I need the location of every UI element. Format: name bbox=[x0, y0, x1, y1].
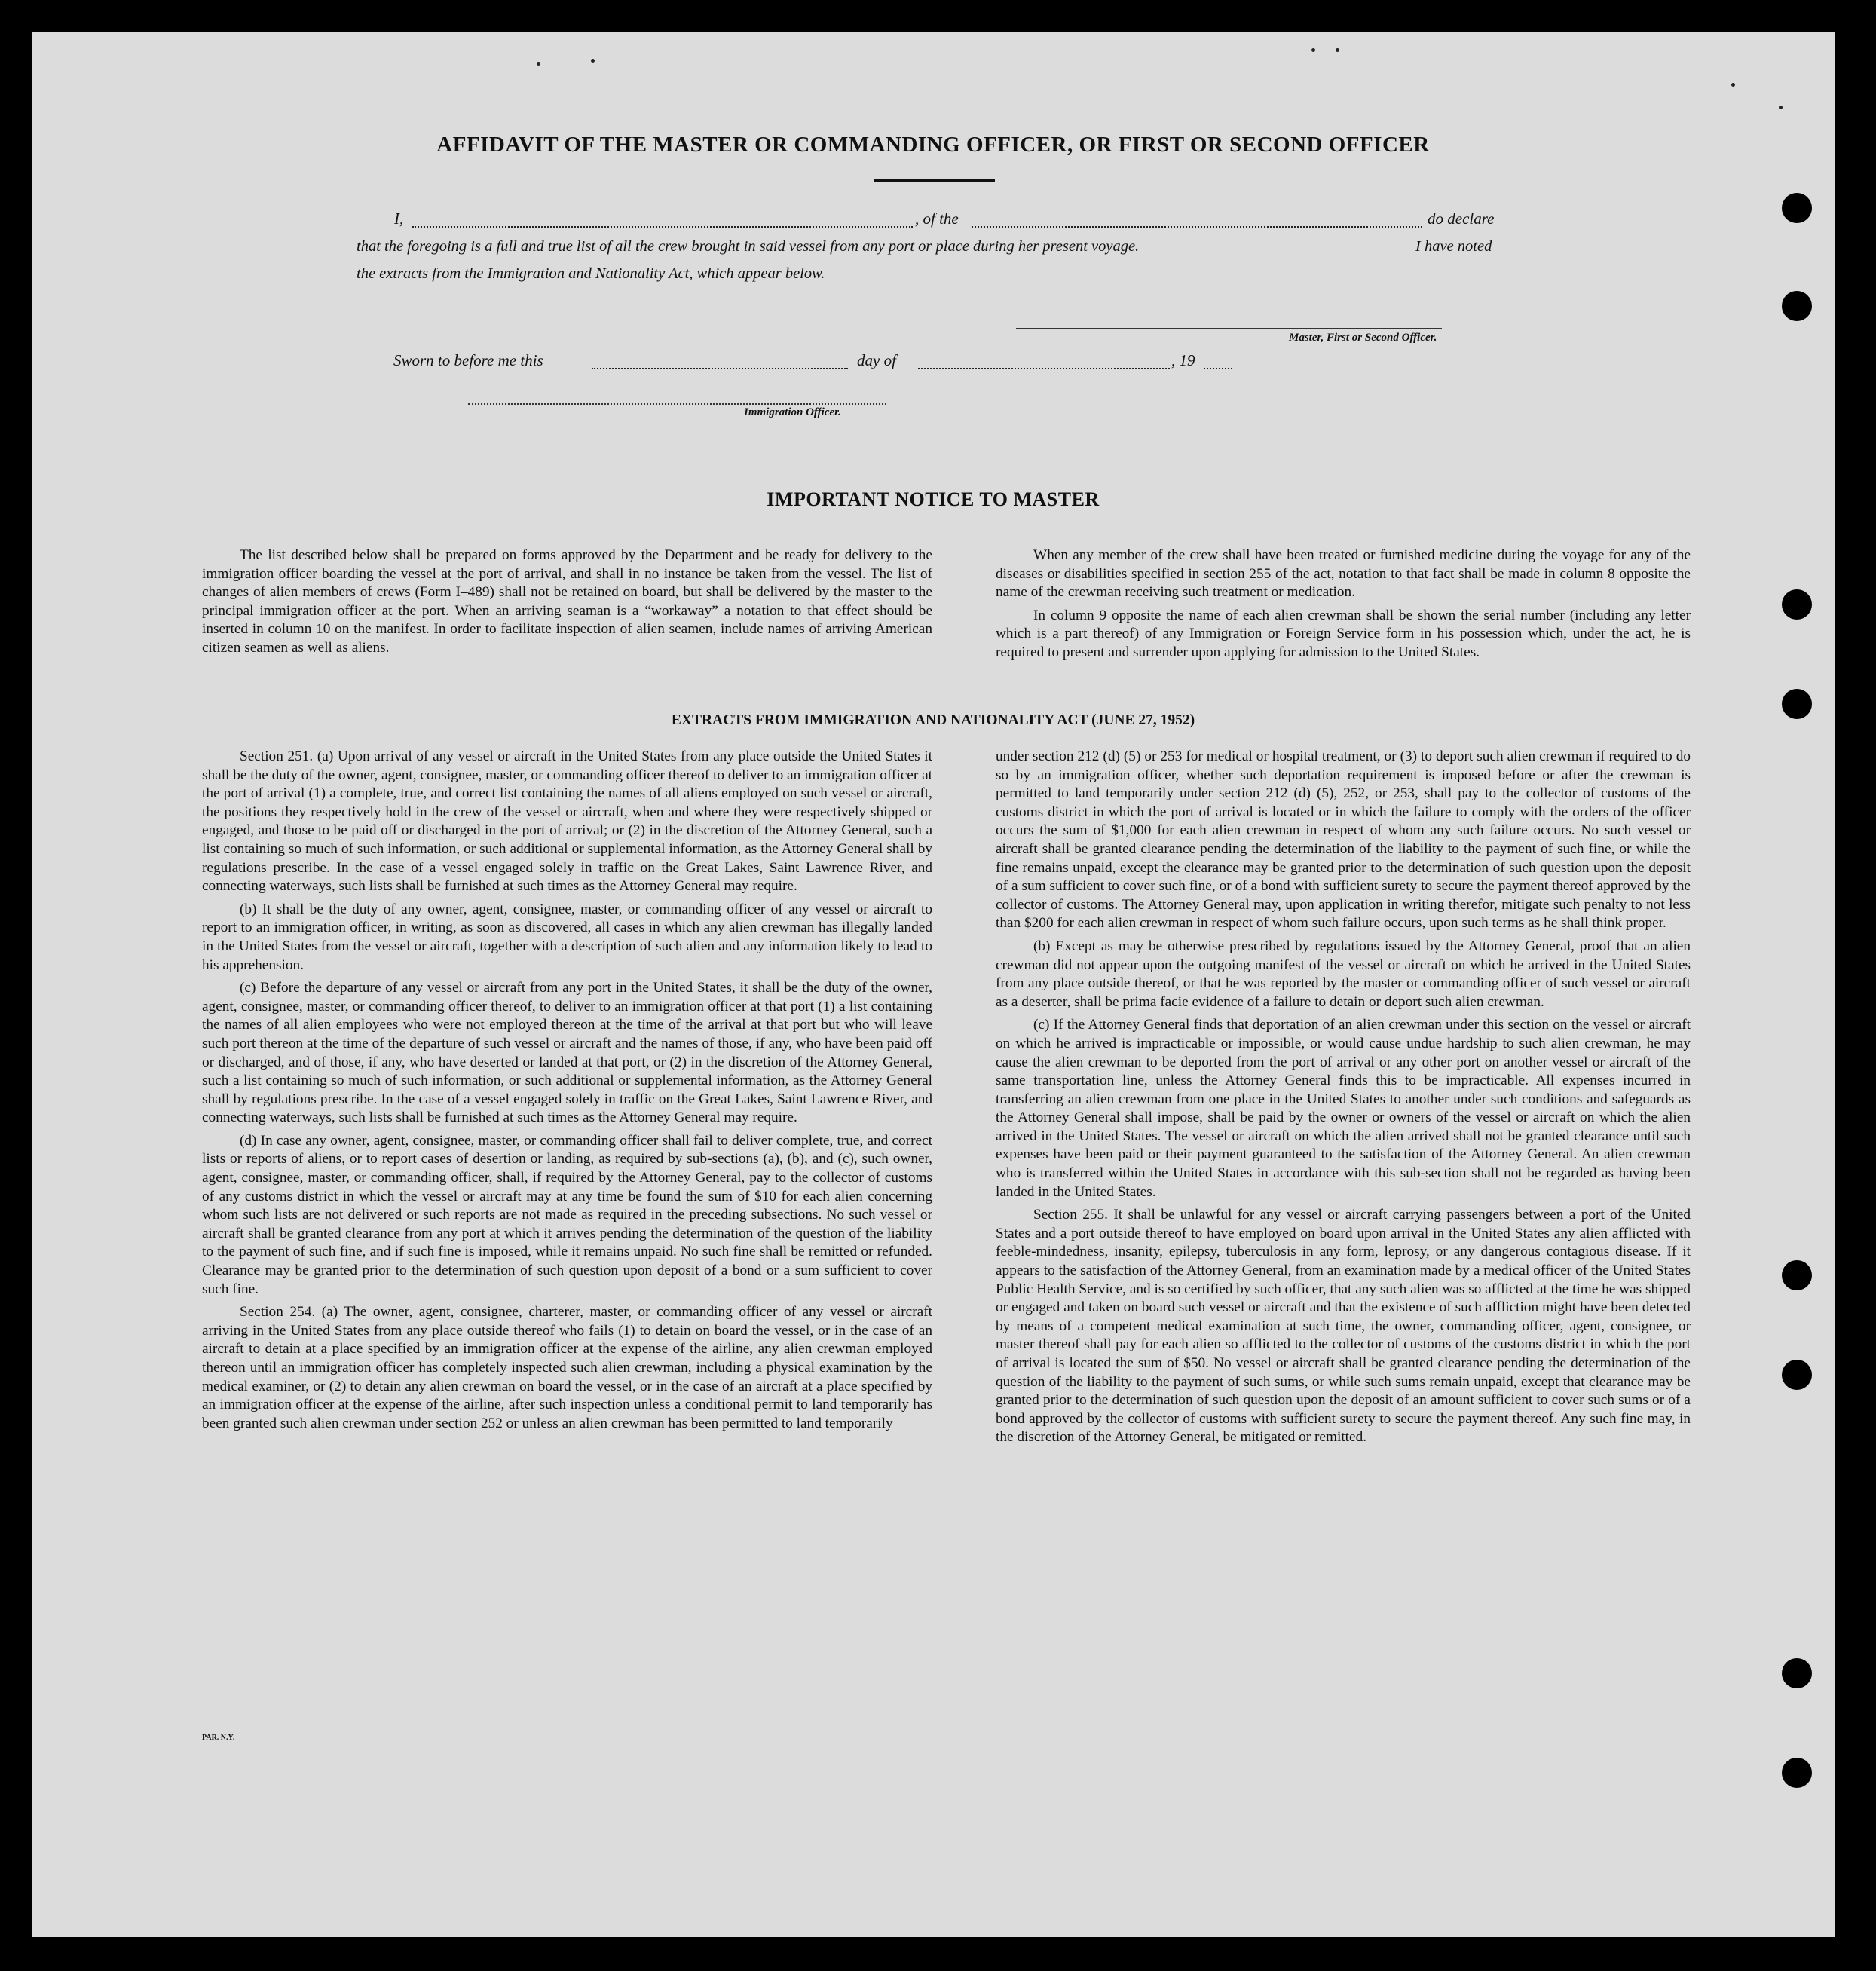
binder-hole bbox=[1782, 1360, 1812, 1390]
section-254-b: (b) Except as may be otherwise prescribed by regulations issued by the Attorney General, proof that an alien crewman did not appear upon the outgoing manifest of the vessel or aircraft on which he arrived in the United States from any place outside thereof, or that he was reported by the master or commanding officer of such vessel or aircraft as a deserter, shall be prima facie evidence of a failure to detain or deport such alien crewman. bbox=[996, 938, 1691, 1010]
do-declare-label: do declare bbox=[1428, 210, 1495, 228]
declaration-line-1: that the foregoing is a full and true list of all the crew brought in said vessel from any port or place during her present voyage. bbox=[357, 238, 1140, 255]
notice-right-paragraph-1: When any member of the crew shall have been treated or furnished medicine during the voyage for any of the diseases or disabilities specified in section 255 of the act, notation to that fact shall be made in column 8 opposite the name of the crewman receiving such treatment or medication. bbox=[996, 547, 1691, 601]
have-noted-label: I have noted bbox=[1415, 238, 1492, 255]
notice-right-column bbox=[996, 546, 1691, 667]
of-the-label: , of the bbox=[915, 210, 959, 228]
extracts-title: EXTRACTS FROM IMMIGRATION AND NATIONALITY ACT (JUNE 27, 1952) bbox=[671, 712, 1195, 728]
section-254-a-continued: under section 212 (d) (5) or 253 for medical or hospital treatment, or (3) to deport such alien crewman if required to do so by an immigration officer, whether such deportation requirement is imposed before or after the crewman is permitted to land temporarily under section 212 (d) (5), 252, or 253, shall pay to the collector of customs of the customs district in which the port of arrival is located or in which the failure to comply with the orders of the officer occurs the sum of $1,000 for each alien crewman in respect of whom any such failure occurs. No such vessel or aircraft shall be granted clearance pending the determination of the liability to the payment of such fine, or while the fine remains unpaid, except the clearance may be granted prior to the determination of such question upon the deposit of a sum sufficient to cover such fine, or of a bond with sufficient surety to secure the payment thereof approved by the collector of customs. The Attorney General may, upon application in writing therefor, mitigate such penalty to not less than $200 for each alien crewman in respect of whom such failure occurs, upon such terms as he shall think proper. bbox=[996, 748, 1691, 932]
day-of-label: day of bbox=[857, 351, 896, 369]
master-caption: Master, First or Second Officer. bbox=[1289, 332, 1437, 344]
extracts-left-column bbox=[202, 748, 932, 1437]
speck bbox=[1779, 106, 1783, 109]
vessel-field[interactable] bbox=[972, 226, 1422, 228]
extracts-right-column bbox=[996, 748, 1691, 1452]
sworn-year-field[interactable] bbox=[1204, 368, 1232, 369]
notice-right-paragraph-2: In column 9 opposite the name of each alien crewman shall be shown the serial number (including any letter which is a part thereof) of any Immigration or Foreign Service form in his possession which, under the act, he is required to present and surrender upon applying for admission to the United States. bbox=[996, 607, 1691, 660]
notice-title: IMPORTANT NOTICE TO MASTER bbox=[767, 488, 1100, 510]
affidavit-title: AFFIDAVIT OF THE MASTER OR COMMANDING OFFICER, OR FIRST OR SECOND OFFICER bbox=[436, 133, 1430, 157]
title-underline bbox=[874, 179, 995, 182]
notice-left-column bbox=[202, 546, 932, 663]
sworn-label: Sworn to before me this bbox=[393, 351, 543, 369]
section-254-c: (c) If the Attorney General finds that deportation of an alien crewman under this section on the vessel or aircraft on which he arrived is impracticable or impossible, or would cause undue hardship to such alien crewman, he may cause the alien crewman to be deported from the port of arrival or any other port on another vessel or aircraft of the same transportation line, unless the Attorney General finds this to be impracticable. All expenses incurred in transferring an alien crewman from one place in the United States to another under such conditions and safeguards as the Attorney General shall impose, shall be paid by the owner or owners of the vessel or aircraft on which the alien arrived in the United States. The vessel or aircraft on which the alien arrived shall not be granted clearance until such expenses have been paid or their payment guaranteed to the satisfaction of the Attorney General. An alien crewman who is transferred within the United States in accordance with this sub-section shall not be regarded as having been landed in the United States. bbox=[996, 1017, 1691, 1200]
officer-caption: Immigration Officer. bbox=[744, 406, 841, 418]
binder-hole bbox=[1782, 291, 1812, 321]
section-255: Section 255. It shall be unlawful for any vessel or aircraft carrying passengers between a port of the United States and a port outside thereof to have employed on board upon arrival in the United States any alien afflicted with feeble-mindedness, insanity, epilepsy, tuberculosis in any form, leprosy, or any dangerous contagious disease. If it appears to the satisfaction of the Attorney General, from an examination made by a medical officer of the United States Public Health Service, and is so certified by such officer, that any such alien was so afflicted at the time he was shipped or engaged and taken on board such vessel or aircraft and that the existence of such affliction might have been detected by means of a competent medical examination at such time, the owner, commanding officer, agent, consignee, or master thereof shall pay for each alien so afflicted to the collector of customs of the customs district in which the port of arrival is located the sum of $50. No vessel or aircraft shall be granted clearance pending the determination of the question of the liability to the payment of such sums, or while such sums remain unpaid, except that clearance may be granted prior to the determination of such question upon the deposit of an amount sufficient to cover such sums or of a bond approved by the collector of customs with sufficient surety to secure the payment thereof. Any such fine may, in the discretion of the Attorney General, be mitigated or remitted. bbox=[996, 1207, 1691, 1446]
speck bbox=[591, 59, 595, 63]
binder-hole bbox=[1782, 1260, 1812, 1290]
section-254-a: Section 254. (a) The owner, agent, consignee, charterer, master, or commanding officer of any vessel or aircraft arriving in the United States from any place outside thereof who fails (1) to detain on board the vessel, or in the case of an aircraft to detain at a place specified by an immigration officer at the expense of the airline, any alien crewman employed thereon until an immigration officer has completely inspected such alien crewman, including a physical examination by the medical examiner, or (2) to detain any alien crewman on board the vessel, or in the case of an aircraft at a place specified by an immigration officer at the expense of the airline, after such inspection unless a conditional permit to land temporarily has been granted such alien crewman under section 252 or unless an alien crewman has been permitted to land temporarily bbox=[202, 1304, 932, 1431]
speck bbox=[1311, 48, 1315, 52]
sworn-day-field[interactable] bbox=[592, 368, 848, 369]
section-251-c: (c) Before the departure of any vessel or aircraft from any port in the United States, it shall be the duty of the owner, agent, consignee, master, or commanding officer thereof, to deliver to an immigration officer at that port (1) a list containing the names of all alien employees who were not employed thereon at the time of the arrival at that port but who will leave such port thereon at the time of the departure of such vessel or aircraft and the names of those, if any, who have been paid off or discharged, and of those, if any, who have deserted or landed at that port, or (2) in the discretion of the Attorney General, such a list containing so much of such information, or such additional or supplemental information, as the Attorney General shall by regulations prescribe. In the case of a vessel engaged solely in traffic on the Great Lakes, Saint Lawrence River, and connecting waterways, such lists shall be furnished at such times as the Attorney General may require. bbox=[202, 980, 932, 1126]
form-sheet bbox=[32, 32, 1835, 1937]
sworn-month-field[interactable] bbox=[918, 368, 1170, 369]
year-label: , 19 bbox=[1171, 351, 1195, 369]
declaration-line-2: the extracts from the Immigration and Nationality Act, which appear below. bbox=[357, 265, 825, 282]
speck bbox=[1336, 48, 1339, 52]
master-signature-line[interactable] bbox=[1016, 328, 1442, 329]
binder-hole bbox=[1782, 1658, 1812, 1688]
i-label: I, bbox=[394, 210, 404, 228]
binder-hole bbox=[1782, 193, 1812, 223]
officer-signature-line[interactable] bbox=[468, 403, 886, 405]
section-251-a: Section 251. (a) Upon arrival of any vessel or aircraft in the United States from any place outside the United States it shall be the duty of the owner, agent, consignee, master, or commanding officer thereof to deliver to an immigration officer at the port of arrival (1) a complete, true, and correct list containing the names of all aliens employed on such vessel or aircraft, the positions they respectively hold in the crew of the vessel or aircraft, when and where they were respectively shipped or engaged, and those to be paid off or discharged in the port of arrival; or (2) in the discretion of the Attorney General, such a list containing so much of such information, or such additional or supplemental information, as the Attorney General shall by regulations prescribe. In the case of a vessel engaged solely in traffic on the Great Lakes, Saint Lawrence River, and connecting waterways, such lists shall be furnished at such times as the Attorney General may require. bbox=[202, 748, 932, 895]
speck bbox=[1731, 83, 1735, 87]
printer-mark: PAR. N.Y. bbox=[202, 1734, 235, 1742]
section-251-b: (b) It shall be the duty of any owner, agent, consignee, master, or commanding officer of any vessel or aircraft to report to an immigration officer, in writing, as soon as discovered, all cases in which any alien crewman has illegally landed in the United States from the vessel or aircraft, together with a description of such alien and any information likely to lead to his apprehension. bbox=[202, 901, 932, 973]
speck bbox=[537, 62, 540, 66]
binder-hole bbox=[1782, 1758, 1812, 1788]
binder-hole bbox=[1782, 589, 1812, 620]
name-field[interactable] bbox=[412, 226, 913, 228]
binder-hole bbox=[1782, 689, 1812, 719]
notice-left-paragraph: The list described below shall be prepared on forms approved by the Department and be ready for delivery to the immigration officer boarding the vessel at the port of arrival, and shall in no instance be taken from the vessel. The list of changes of alien members of crews (Form I–489) shall not be retained on board, but shall be delivered by the master to the principal immigration officer at the port. When an arriving seaman is a “workaway” a notation to that effect should be inserted in column 10 on the manifest. In order to facilitate inspection of alien seamen, include names of arriving American citizen seamen as well as aliens. bbox=[202, 547, 932, 656]
section-251-d: (d) In case any owner, agent, consignee, master, or commanding officer shall fail to deliver complete, true, and correct lists or reports of aliens, or to report cases of desertion or landing, as required by sub-sections (a), (b), and (c), such owner, agent, consignee, master, or commanding officer, shall, if required by the Attorney General, pay to the collector of customs of any customs district in which the vessel or aircraft may at any time be found the sum of $10 for each alien concerning whom such lists are not delivered or such reports are not made as required in the preceding subsections. No such vessel or aircraft shall be granted clearance from any port at which it arrives pending the determination of the question of the liability to the payment of such fine, and if such fine is imposed, while it remains unpaid. No such fine shall be remitted or refunded. Clearance may be granted prior to the determination of such question upon deposit of a bond or a sum sufficient to cover such fine. bbox=[202, 1132, 932, 1297]
